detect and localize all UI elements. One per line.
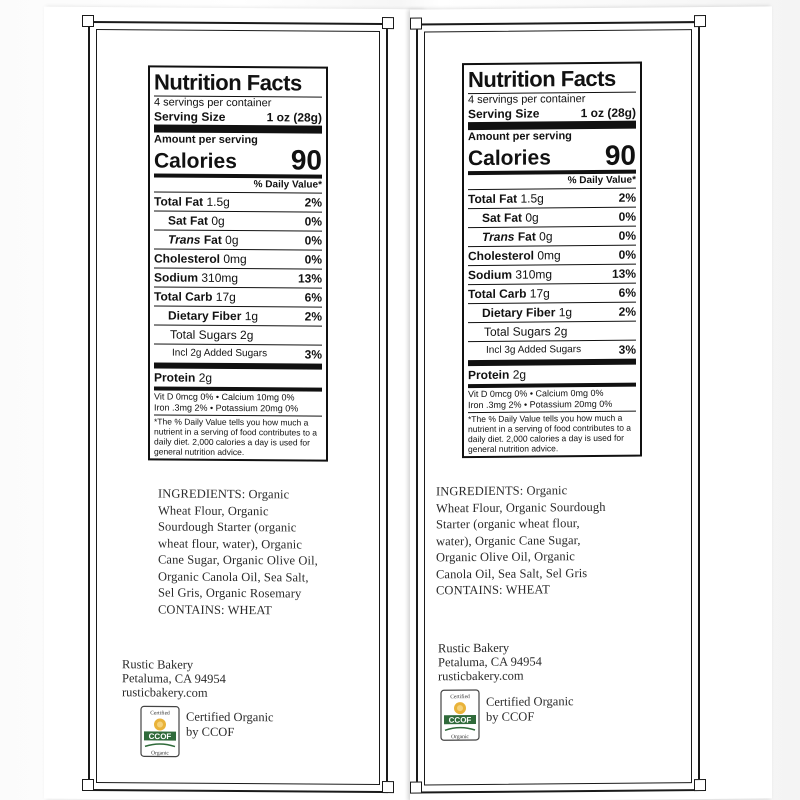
row-cholesterol	[154, 249, 322, 269]
vitamins-line: Vit D 0mcg 0% • Calcium 10mg 0%	[154, 391, 295, 403]
ingredients-line: Canola Oil, Sea Salt, Sel Gris	[436, 565, 588, 581]
nutrient-percent: 0%	[618, 247, 636, 262]
cert-line: by CCOF	[186, 724, 235, 740]
nutrient-percent: 0%	[304, 214, 322, 229]
nutrient-percent: 13%	[297, 271, 322, 286]
nutrient-name: Sat Fat	[168, 213, 209, 228]
serving-size-label: Serving Size	[468, 106, 540, 122]
nutrient-name: Dietary Fiber	[168, 308, 242, 324]
nf-title: Nutrition Facts	[154, 70, 322, 97]
nutrient-name: Sodium	[468, 267, 512, 283]
nutrient-amount: 17g	[529, 286, 550, 301]
nutrient-amount: 0mg	[537, 248, 561, 263]
cert-line: Certified Organic	[186, 709, 274, 725]
row-sodium	[154, 268, 322, 288]
calories-row	[468, 139, 636, 175]
nutrient-percent: 2%	[304, 195, 322, 210]
logo-top-text: Certified	[450, 694, 470, 701]
row-total-sugars	[154, 325, 322, 345]
address-line: Petaluma, CA 94954	[122, 671, 226, 686]
left-box-panel	[44, 7, 422, 800]
ingredients-line: Sel Gris, Organic Rosemary	[158, 585, 302, 601]
ingredients-line: Cane Sugar, Organic Olive Oil,	[158, 552, 318, 568]
nutrient-amount: 0g	[211, 213, 225, 228]
nutrient-name: Total Carb	[468, 286, 527, 302]
ingredients-line: Sourdough Starter (organic	[158, 519, 297, 535]
nutrient-percent: 0%	[304, 252, 322, 267]
logo-bottom-text: Organic	[151, 750, 169, 757]
serving-size-value: 1 oz (28g)	[580, 105, 636, 121]
daily-value-header: % Daily Value*	[154, 177, 322, 193]
row-trans-fat	[468, 227, 636, 247]
ingredients-line: CONTAINS: WHEAT	[436, 582, 550, 598]
nutrient-name: Total Carb	[154, 289, 213, 304]
bakery-address	[122, 657, 226, 700]
nutrient-name: Cholesterol	[468, 248, 535, 264]
logo-main-text: CCOF	[448, 715, 472, 725]
row-sodium	[468, 265, 636, 285]
nutrient-name: Total Fat	[468, 191, 518, 207]
row-total-sugars	[468, 322, 636, 342]
amount-per-serving: Amount per serving	[468, 130, 572, 144]
ingredients-line: Wheat Flour, Organic Sourdough	[436, 499, 606, 515]
ingredients-block	[436, 481, 674, 599]
nutrient-amount: 2g	[198, 370, 213, 385]
nutrient-name: Protein	[154, 370, 196, 385]
nutrient-text: Incl 2g Added Sugars	[172, 347, 268, 360]
nutrient-percent: 6%	[618, 285, 636, 300]
nutrient-amount: 17g	[215, 289, 236, 305]
cert-line: Certified Organic	[486, 694, 574, 709]
row-trans-fat	[154, 230, 322, 250]
row-protein	[154, 368, 322, 391]
ingredients-line: wheat flour, water), Organic	[158, 535, 303, 551]
nutrient-percent: 6%	[304, 290, 322, 305]
ingredients-line: water), Organic Cane Sugar,	[436, 532, 581, 548]
logo-top-text: Certified	[150, 710, 170, 717]
nf-title: Nutrition Facts	[468, 67, 636, 94]
amount-per-serving: Amount per serving	[154, 133, 258, 147]
corner-ornament	[694, 779, 706, 791]
corner-ornament	[382, 781, 394, 793]
nutrient-amount: 0g	[525, 210, 539, 225]
nutrient-name: Cholesterol	[154, 251, 221, 266]
nutrient-percent: 13%	[611, 266, 636, 281]
ingredients-line: Organic Canola Oil, Sea Salt,	[158, 568, 309, 585]
logo-main-text: CCOF	[148, 731, 172, 742]
nutrient-percent: 0%	[304, 233, 322, 248]
nutrient-name: Trans	[482, 229, 515, 244]
nutrient-name: Sat Fat	[482, 210, 523, 225]
calories-value: 90	[290, 144, 322, 176]
nutrient-text: Total Sugars 2g	[170, 327, 254, 343]
nutrient-text: Total Sugars 2g	[484, 324, 568, 339]
ingredients-block	[158, 485, 378, 619]
nutrient-amount: 310mg	[515, 267, 553, 282]
row-total-fat	[468, 189, 636, 209]
nutrient-name: Total Fat	[154, 194, 204, 209]
ingredients-line: Starter (organic wheat flour,	[436, 516, 580, 532]
nutrient-percent: 0%	[618, 209, 636, 224]
vitamins-minerals	[154, 390, 322, 416]
nutrient-percent: 2%	[618, 190, 636, 205]
corner-ornament	[410, 781, 422, 793]
row-added-sugars	[154, 344, 322, 369]
address-line: rusticbakery.com	[122, 685, 208, 700]
serving-size-value: 1 oz (28g)	[266, 110, 322, 125]
row-dietary-fiber	[468, 303, 636, 323]
certified-organic-text	[186, 710, 274, 741]
corner-ornament	[382, 17, 394, 29]
right-box-panel	[410, 6, 772, 800]
nutrient-amount: 1.5g	[206, 194, 230, 209]
address-line: rusticbakery.com	[438, 668, 524, 684]
cert-line: by CCOF	[486, 709, 535, 724]
vitamins-line: Iron .3mg 2% • Potassium 20mg 0%	[468, 398, 613, 411]
corner-ornament	[82, 779, 94, 791]
bakery-address	[438, 640, 542, 683]
row-dietary-fiber	[154, 306, 322, 326]
row-total-carb	[154, 287, 322, 307]
row-total-carb	[468, 284, 636, 304]
nutrient-percent: 2%	[304, 309, 322, 324]
calories-row	[154, 145, 322, 178]
ingredients-line: Wheat Flour, Organic	[158, 502, 269, 518]
nutrient-percent: 2%	[618, 304, 636, 319]
row-sat-fat	[468, 208, 636, 228]
nutrient-percent: 0%	[618, 228, 636, 243]
nutrient-name-suffix: Fat	[203, 232, 222, 247]
row-protein	[468, 365, 636, 388]
vitamins-minerals	[468, 387, 636, 413]
nutrient-amount: 0g	[539, 229, 553, 244]
nutrition-facts-label	[148, 65, 328, 461]
address-line: Rustic Bakery	[122, 657, 194, 672]
servings-per-container: 4 servings per container	[154, 96, 272, 110]
ccof-logo	[140, 705, 180, 757]
row-cholesterol	[468, 246, 636, 266]
calories-value: 90	[604, 139, 636, 171]
ingredients-line: INGREDIENTS: Organic	[158, 486, 290, 502]
nutrient-name: Protein	[468, 367, 510, 383]
nutrient-percent: 3%	[618, 342, 636, 357]
row-total-fat	[154, 192, 322, 212]
nutrient-name: Sodium	[154, 270, 198, 285]
nutrition-facts-label	[462, 62, 642, 459]
serving-size	[468, 106, 636, 130]
nutrient-amount: 0mg	[223, 251, 247, 267]
address-line: Petaluma, CA 94954	[438, 654, 542, 670]
vitamins-line: Vit D 0mcg 0% • Calcium 0mg 0%	[468, 387, 604, 400]
calories-label: Calories	[468, 146, 551, 171]
nutrient-amount: 310mg	[201, 270, 239, 286]
row-sat-fat	[154, 211, 322, 231]
nutrient-name-suffix: Fat	[517, 229, 536, 244]
nutrient-text: Incl 3g Added Sugars	[486, 344, 582, 356]
nutrient-amount: 2g	[512, 367, 527, 382]
address-line: Rustic Bakery	[438, 640, 510, 656]
vitamins-line: Iron .3mg 2% • Potassium 20mg 0%	[154, 402, 299, 414]
nutrient-amount: 0g	[225, 232, 239, 248]
nutrient-amount: 1.5g	[520, 191, 544, 206]
certified-organic-text	[486, 694, 574, 725]
ingredients-line: Organic Olive Oil, Organic	[436, 549, 575, 565]
nutrient-name: Dietary Fiber	[482, 305, 556, 320]
serving-size-label: Serving Size	[154, 109, 226, 124]
logo-bottom-text: Organic	[451, 734, 469, 741]
daily-value-header: % Daily Value*	[468, 174, 636, 190]
nutrient-amount: 1g	[558, 305, 573, 320]
corner-ornament	[82, 15, 94, 27]
nutrient-amount: 1g	[244, 309, 259, 324]
serving-size	[154, 109, 322, 133]
ccof-logo	[440, 689, 480, 741]
corner-ornament	[694, 15, 706, 27]
daily-value-footnote: *The % Daily Value tells you how much a nutrient in a serving of food contributes to a daily diet. 2,000 calories a day is used for general nutrition advice.	[468, 412, 632, 455]
nutrient-percent: 3%	[304, 347, 322, 362]
ingredients-line: INGREDIENTS: Organic	[436, 483, 568, 499]
daily-value-footnote: *The % Daily Value tells you how much a nutrient in a serving of food contributes to a daily diet. 2,000 calories a day is used for general nutrition advice.	[154, 416, 318, 458]
nutrient-name: Trans	[168, 232, 201, 247]
corner-ornament	[410, 17, 422, 29]
calories-label: Calories	[154, 149, 237, 174]
row-added-sugars	[468, 341, 636, 366]
ingredients-line: CONTAINS: WHEAT	[158, 601, 272, 617]
servings-per-container: 4 servings per container	[468, 93, 586, 107]
